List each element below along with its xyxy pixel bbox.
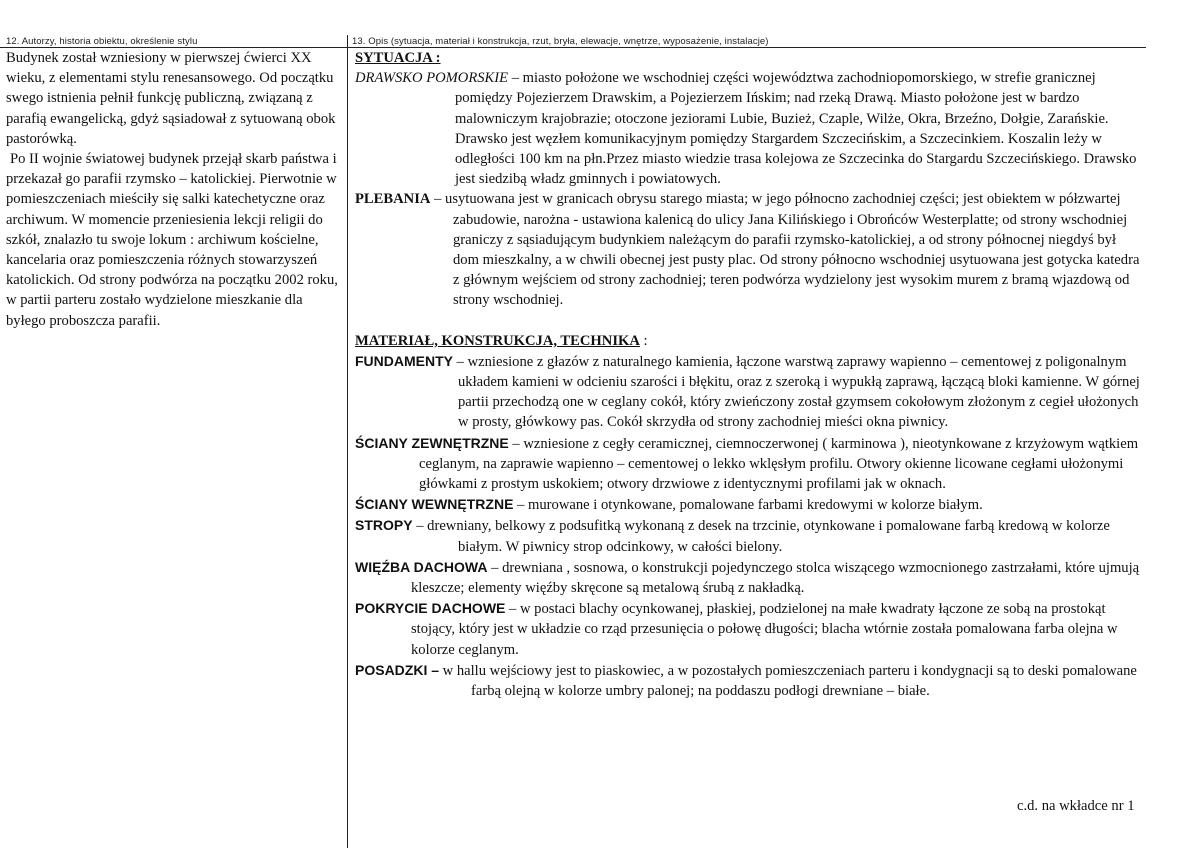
- description-column: [355, 48, 1145, 701]
- wiezba-text: – drewniana , sosnowa, o konstrukcji pojedynczego stolca wiszącego wzmocnionego zastrzałami, które ujmują kleszcze; elementy więźby skręcone są metalową śrubą z nakładką.: [411, 559, 1140, 597]
- stropy-text: – drewniany, belkowy z podsufitką wykonaną z desek na trzcinie, otynkowane i pomalowane farbą kredową w kolorze białym. W piwnicy strop odcinkowy, w całości bielony.: [412, 518, 1110, 555]
- pokrycie-paragraph: [355, 598, 1145, 660]
- drawsko-paragraph: [355, 68, 1145, 189]
- posadzki-label: POSADZKI –: [355, 661, 440, 678]
- left-section-header: 12. Autorzy, historia obiektu, określenie stylu: [6, 36, 198, 47]
- stropy-paragraph: [355, 515, 1145, 556]
- right-section-header: 13. Opis (sytuacja, materiał i konstrukcja, rzut, bryła, elewacje, wnętrze, wyposażenie, instalacje): [352, 36, 769, 47]
- sytuacja-heading: SYTUACJA :: [355, 50, 441, 66]
- material-heading: MATERIAŁ, KONSTRUKCJA, TECHNIKA: [355, 332, 640, 349]
- drawsko-text: – miasto położone we wschodniej części województwa zachodniopomorskiego, w strefie granicznej pomiędzy Pojezierzem Drawskim, a Pojezierzem Ińskim; nad rzeką Drawą. Miasto położone jest w bardzo malowniczym krajobrazie; otoczone jeziorami Lubie, Buzież, Czaple, Wilże, Okra, Brzeźno, Dołgie, Zarańskie. Drawsko jest węzłem komunikacyjnym pomiędzy Stargardem Szczecińskim, a Szczecinkiem. Koszalin leży w odległości 100 km na płn.Przez miasto wiedzie trasa kolejowa ze Szczecinka do Stargardu Szczecińskiego. Drawsko jest siedzibą władz gminnych i powiatowych.: [455, 70, 1137, 188]
- sciany-zewnetrzne-text: – wzniesione z cegły ceramicznej, ciemnoczerwonej ( karminowa ), nieotynkowane z krzyżowym wątkiem ceglanym, na zaprawie wapienno – cementowej o lekko wklęsłym profilu. Otwory okienne licowane cegłami ułożonymi główkami z prostym uskokiem; otwory drzwiowe z identycznymi profilami jak w oknach.: [419, 435, 1139, 493]
- material-heading-colon: :: [639, 332, 648, 349]
- sciany-wewnetrzne-label: ŚCIANY WEWNĘTRZNE: [355, 496, 514, 513]
- column-divider: [347, 35, 348, 848]
- pokrycie-text: – w postaci blachy ocynkowanej, płaskiej, podzielonej na małe kwadraty łączone ze sobą na prostokąt stojący, który jest w układzie co rząd przesunięcia o połowę długości; blacha wtórnie została pomalowana farba olejna w kolorze ceglanym.: [411, 601, 1118, 658]
- fundamenty-text: – wzniesione z głazów z naturalnego kamienia, łączone warstwą zaprawy wapienno – cementowej z poligonalnym układem kamieni w odcieniu szarości i błękitu, oraz z szeroką i wypukłą zaprawą, łączącą bloki kamienne. W górnej partii przechodzą one w ceglany cokół, który zwieńczony został gzymsem cokołowym złożonym z cegieł ułożonych w prosty, główkowy pas. Cokół skrzydła od strony zachodniej mieści okna piwnicy.: [453, 353, 1140, 431]
- sciany-zewnetrzne-label: ŚCIANY ZEWNĘTRZNE: [355, 434, 509, 451]
- posadzki-paragraph: [355, 660, 1145, 701]
- pokrycie-label: POKRYCIE DACHOWE: [355, 600, 506, 617]
- posadzki-text: w hallu wejściowy jest to piaskowiec, a w pozostałych pomieszczeniach parteru i kondygnacji są to deski pomalowane farbą olejną w kolorze umbry palonej; na poddaszu podłogi drewniane – białe.: [439, 662, 1137, 700]
- stropy-label: STROPY: [355, 517, 413, 534]
- wiezba-paragraph: [355, 557, 1145, 598]
- continuation-note: c.d. na wkładce nr 1: [1017, 798, 1135, 814]
- wiezba-label: WIĘŹBA DACHOWA: [355, 558, 488, 575]
- fundamenty-paragraph: [355, 351, 1145, 433]
- drawsko-label: DRAWSKO POMORSKIE: [355, 70, 509, 87]
- plebania-text: – usytuowana jest w granicach obrysu starego miasta; w jego północno zachodniej części; jest obiektem w półzwartej zabudowie, narożna - ustawiona kalenicą do ulicy Jana Kilińskiego i Obrońców Westerplatte; od strony wschodniej graniczy z sąsiadującym budynkiem należącym do parafii rzymsko-katolickiej, a od strony północnej niegdyś był dom mieszkalny, a w chwili obecnej jest pusty plac. Od strony północno wschodniej usytuowana jest gotycka katedra z głównym wejściem od strony zachodniej; teren podwórza wydzielony jest wysokim murem z bramą wjazdową od strony wschodniej.: [430, 191, 1140, 309]
- sciany-zewnetrzne-paragraph: [355, 433, 1145, 495]
- history-paragraph-2: Po II wojnie światowej budynek przejął skarb państwa i przekazał go parafii rzymsko – katolickiej. Pierwotnie w pomieszczeniach mieściły się salki katechetyczne oraz archiwum. W momencie przeniesienia lekcji religii do szkół, znalazło tu swoje lokum : archiwum kościelne, kancelaria oraz pomieszczenia różnych stowarzyszeń katolickich. Od strony podwórza na początku 2002 roku, w partii parteru zostało wydzielone mieszkanie dla byłego proboszcza parafii.: [6, 151, 338, 329]
- history-column: [6, 48, 344, 331]
- history-paragraph-1: Budynek został wzniesiony w pierwszej ćwierci XX wieku, z elementami stylu renesansowego. Od początku swego istnienia pełnił funkcję publiczną, związaną z parafią ewangelicką, gdyż sąsiadował z sytuowaną obok pastorówką.: [6, 50, 336, 147]
- material-heading-line: [355, 331, 1145, 351]
- plebania-paragraph: [355, 189, 1145, 310]
- section-spacer: [355, 311, 1145, 331]
- fundamenty-label: FUNDAMENTY: [355, 352, 453, 369]
- sciany-wewnetrzne-text: – murowane i otynkowane, pomalowane farbami kredowymi w kolorze białym.: [513, 497, 983, 514]
- sciany-wewnetrzne-paragraph: [355, 494, 1145, 515]
- plebania-label: PLEBANIA: [355, 191, 431, 208]
